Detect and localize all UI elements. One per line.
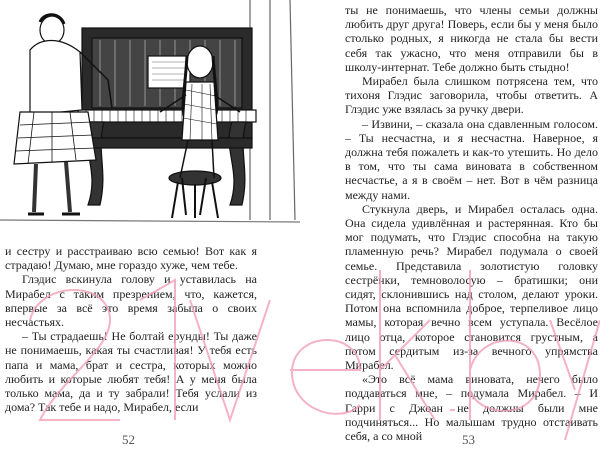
left-page-text — [5, 244, 257, 414]
paragraph: – Извини, – сказала она сдавленным голосом. – Ты несчастна, и я несчастна. Наверное, я должна тебя пожалеть и как-то утешить. Но дело в том, что ты сама виновата в собственном несчастье, а я в своём – нет. Вот в чём разница между нами. — [345, 116, 598, 202]
paragraph: Стукнула дверь, и Мирабел осталась одна. Она сидела удивлённая и растерянная. Кто бы мог подумать, что Глэдис способна на такую пламенную речь? Мирабел подумала о своей семье. Представила золотистую головку сестрёнки, темноволосую – братишки; они сидят, склонившись над столом, делают уроки. Потом она вспомнила доброе, терпеливое лицо мамы, которая вечно всем уступала. Весёлое лицо отца, которое становится грустным, а потом сердитым из-за вечного упрямства Мирабел. — [345, 201, 598, 373]
paragraph: и сестру и расстраиваю всю семью! Вот как я страдаю! Думаю, мне гораздо хуже, чем тебе. — [5, 244, 257, 273]
paragraph: ты не понимаешь, что члены семьи должны любить друг друга! Поверь, если бы у меня было столько родных, я никогда не стала бы вести себя так ужасно, что меня отправили бы в школу-интернат. Тебе должно быть стыдно! — [345, 3, 598, 74]
illustration-girl-at-piano — [0, 0, 300, 232]
page-number: 52 — [122, 432, 135, 447]
paragraph: Глэдис вскинула голову и уставилась на Мирабел с таким презрением, что, кажется, впервые за всё это время забыла о своих несчастьях. — [5, 272, 257, 330]
page-number: 53 — [462, 432, 475, 447]
paragraph: Мирабел была слишком потрясена тем, что тихоня Глэдис заговорила, чтобы ответить. А Глэдис уже взялась за ручку двери. — [345, 74, 598, 117]
right-page — [300, 0, 600, 450]
paragraph: – Ты страдаешь! Не болтай ерунды! Ты даже не понимаешь, какая ты счастливая! У тебя есть папа и мама, брат и сестра, которых можно любить и которые любят тебя! А у меня была только мама, да и ту забрали! Тебя услали из дома? Так тебе и надо, Мирабел, если — [5, 329, 257, 415]
right-page-text — [345, 3, 598, 443]
paragraph: «Это всё мама виновата, нечего было поддаваться мне, – подумала Мирабел. – И Гарри с Джоан не должны были мне подчиняться... Но малышам трудно отстаивать себя, а со мной — [345, 372, 598, 444]
